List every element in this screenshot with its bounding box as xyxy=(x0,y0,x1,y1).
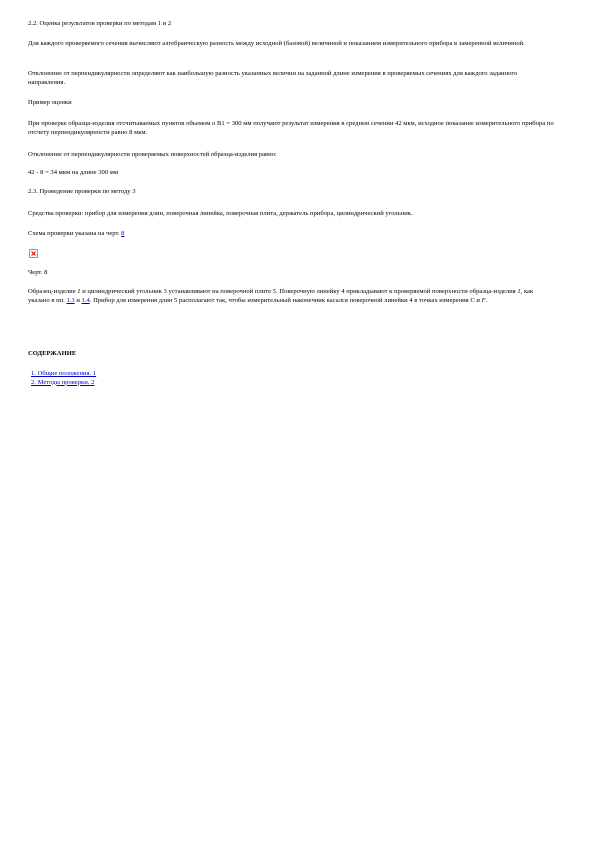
formula: 42 - 8 = 34 мкм на длине 300 мм xyxy=(28,169,119,176)
example-heading: Пример оценки xyxy=(28,99,72,106)
procedure-text-7: . xyxy=(485,296,488,304)
procedure-point-f: F xyxy=(481,296,486,304)
section-heading-2-2: 2.2. Оценка результатов проверки по методам 1 и 2 xyxy=(28,20,172,27)
figure-8-link[interactable]: 8 xyxy=(121,230,125,237)
broken-image-x-icon xyxy=(31,251,36,256)
paragraph-procedure xyxy=(28,288,543,305)
scheme-reference xyxy=(28,230,124,239)
procedure-number-2: 5 xyxy=(272,288,276,295)
paragraph-example: При проверке образца-изделия отсчитываемых пунктов объемом o B1 = 300 мм получают результат измерения в среднем сечении 42 мкм, исходное показание измерительного прибора по отсчету перпендикулярности равно 8 мкм. xyxy=(28,120,554,136)
procedure-text-1: Образец-изделие xyxy=(28,288,78,295)
procedure-text-4: , как указано в пп. xyxy=(28,288,534,304)
paragraph-deviation-equals: Отклонение от перпендикулярности проверяемых поверхностей образца-изделия равно: xyxy=(28,151,277,158)
toc-item-methods[interactable]: 2. Методы проверки. 2 xyxy=(31,378,95,386)
toc-title: СОДЕРЖАНИЕ xyxy=(28,350,77,357)
broken-image-icon xyxy=(29,249,38,258)
section-heading-2-3: 2.3. Проведение проверки по методу 3 xyxy=(28,188,136,195)
paragraph-tools: Средства проверки: прибор для измерения длин, поверочная линейка, поверочная плита, держатель прибора, цилиндрический угольник. xyxy=(28,210,413,217)
paragraph-deviation-definition: Отклонение от перпендикулярности определяют как наибольшую разность указанных величин на заданной длине измерения в проверяемых сечениях для каждого заданного направления. xyxy=(28,70,518,86)
toc-list xyxy=(28,370,96,387)
figure-caption: Черт. 8 xyxy=(28,269,48,276)
procedure-text-2: и цилиндрический угольник 3 устанавливают на поверочной плите xyxy=(80,288,273,295)
toc-item-general[interactable]: 1. Общие положения. 1 xyxy=(31,370,97,377)
paragraph-difference: Для каждого проверяемого сечения вычисляют алгебраическую разность между исходной (базовой) величиной и показанием измерительного прибора в замеренной величиной. xyxy=(28,40,525,47)
procedure-text-5: и xyxy=(74,296,82,304)
clause-1-3-link[interactable]: 1.3 xyxy=(66,296,75,304)
clause-1-4-link[interactable]: 1.4 xyxy=(81,296,90,304)
procedure-number-1: 1 xyxy=(77,288,81,295)
procedure-text-3: . Поверочную линейку 4 прикладывают к проверяемой поверхности образца-изделия xyxy=(275,288,518,295)
scheme-reference-text: Схема проверки указана на черт. xyxy=(28,230,122,237)
procedure-number-3: 1 xyxy=(517,288,521,295)
procedure-text-6: . Прибор для измерения длин 5 располагают так, чтобы измерительный наконечник касался поверочной линейки 4 в точках измерения C и xyxy=(89,296,482,304)
